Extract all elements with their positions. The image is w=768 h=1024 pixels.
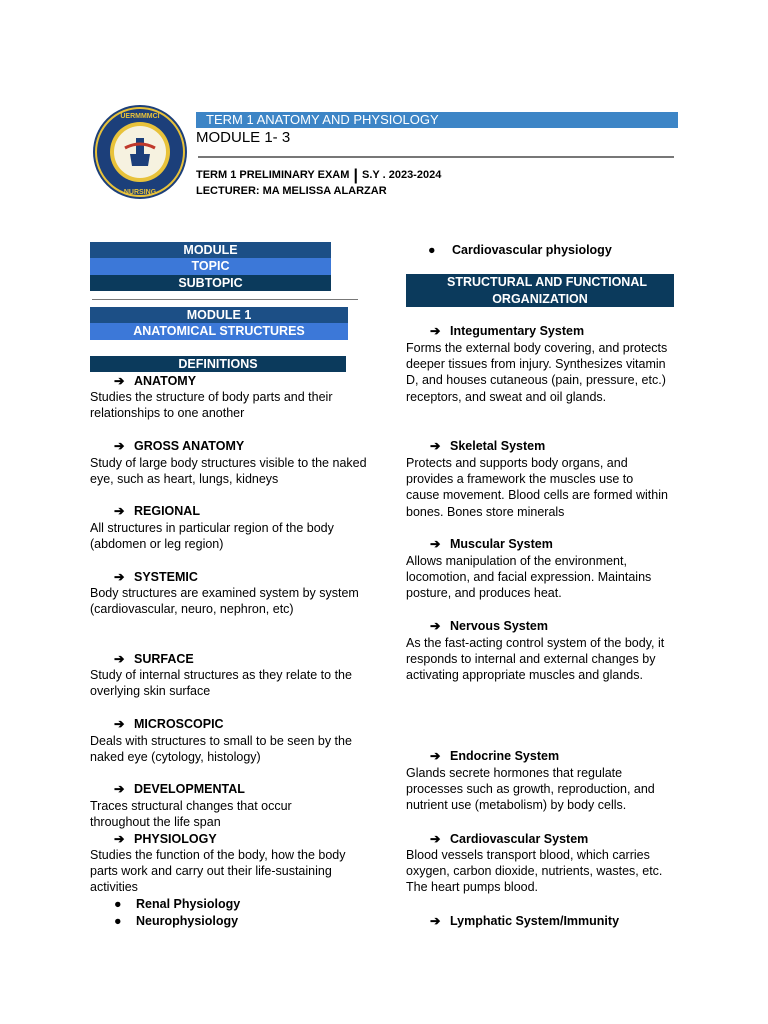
term-anatomy — [114, 373, 196, 389]
section-title-line1: STRUCTURAL AND FUNCTIONAL — [447, 275, 647, 289]
system-label: Integumentary System — [450, 324, 585, 338]
term-microscopic — [114, 716, 224, 732]
arrow-icon: ➔ — [114, 717, 125, 731]
bullet-icon: ● — [114, 914, 122, 928]
lecturer: LECTURER: MA MELISSA ALARZAR — [196, 185, 387, 197]
system-label: Muscular System — [450, 537, 553, 551]
system-muscular — [430, 536, 553, 552]
arrow-icon: ➔ — [430, 749, 441, 763]
system-label: Cardiovascular System — [450, 832, 589, 846]
legend-topic: TOPIC — [90, 258, 331, 275]
system-cardiovascular — [430, 831, 588, 847]
exam-line — [196, 168, 441, 183]
term-label: SYSTEMIC — [134, 570, 198, 584]
term-label: GROSS ANATOMY — [134, 439, 245, 453]
desc-gross-anatomy: Study of large body structures visible to the naked eye, such as heart, lungs, kidneys — [90, 456, 367, 487]
term-gross-anatomy — [114, 438, 244, 454]
header-divider — [198, 156, 674, 158]
arrow-icon: ➔ — [430, 439, 441, 453]
system-lymphatic — [430, 913, 619, 929]
desc-nervous: As the fast-acting control system of the body, it responds to internal and external changes by activating appropriate muscles and glands. — [406, 636, 665, 683]
term-label: PHYSIOLOGY — [134, 832, 217, 846]
term-developmental — [114, 781, 245, 797]
desc-physiology: Studies the function of the body, how the body parts work and carry out their life-sustaining activities — [90, 848, 346, 895]
course-title-bar: TERM 1 ANATOMY AND PHYSIOLOGY — [196, 112, 678, 128]
desc-surface: Study of internal structures as they relate to the overlying skin surface — [90, 668, 352, 699]
term-surface — [114, 651, 194, 667]
section-title-line2: ORGANIZATION — [492, 291, 588, 306]
legend-divider — [92, 299, 358, 300]
arrow-icon: ➔ — [114, 652, 125, 666]
svg-text:UERMMMCI: UERMMMCI — [120, 113, 160, 120]
school-year: S.Y . 2023-2024 — [362, 169, 442, 181]
module-topic: ANATOMICAL STRUCTURES — [90, 323, 348, 340]
bullet-renal — [90, 896, 240, 912]
term-regional — [114, 503, 200, 519]
arrow-icon: ➔ — [114, 504, 125, 518]
bullet-icon: ● — [114, 897, 122, 911]
college-seal-logo — [92, 104, 188, 200]
arrow-icon: ➔ — [114, 439, 125, 453]
term-label: DEVELOPMENTAL — [134, 782, 245, 796]
definitions-header: DEFINITIONS — [90, 356, 346, 372]
bullet-cardiovascular — [406, 242, 612, 258]
legend-subtopic: SUBTOPIC — [90, 275, 331, 291]
legend-module: MODULE — [90, 242, 331, 258]
arrow-icon: ➔ — [114, 782, 125, 796]
term-label: MICROSCOPIC — [134, 717, 224, 731]
arrow-icon: ➔ — [114, 570, 125, 584]
arrow-icon: ➔ — [114, 832, 125, 846]
desc-integumentary: Forms the external body covering, and protects deeper tissues from injury. Synthesizes vitamin D, and houses cutaneous (pain, pressure, etc.) receptors, and sweat and oil glands. — [406, 341, 668, 404]
arrow-icon: ➔ — [430, 537, 441, 551]
term-systemic — [114, 569, 198, 585]
term-label: SURFACE — [134, 652, 194, 666]
system-endocrine — [430, 748, 559, 764]
bullet-label: Renal Physiology — [136, 897, 241, 911]
section-header — [406, 274, 674, 307]
desc-endocrine: Glands secrete hormones that regulate processes such as growth, reproduction, and nutrient use (metabolism) by body cells. — [406, 766, 655, 813]
term-label: ANATOMY — [134, 374, 197, 388]
arrow-icon: ➔ — [430, 619, 441, 633]
desc-anatomy: Studies the structure of body parts and their relationships to one another — [90, 390, 333, 421]
arrow-icon: ➔ — [114, 374, 125, 388]
system-label: Lymphatic System/Immunity — [450, 914, 620, 928]
system-label: Endocrine System — [450, 749, 560, 763]
arrow-icon: ➔ — [430, 324, 441, 338]
exam-name: TERM 1 PRELIMINARY EXAM — [196, 169, 350, 181]
module-title: MODULE 1 — [90, 307, 348, 323]
desc-skeletal: Protects and supports body organs, and provides a framework the muscles use to cause movement. Blood cells are formed within bones. Bones store minerals — [406, 456, 668, 519]
arrow-icon: ➔ — [430, 832, 441, 846]
term-physiology — [114, 831, 217, 847]
system-integumentary — [430, 323, 584, 339]
desc-developmental: Traces structural changes that occur throughout the life span — [90, 799, 292, 830]
module-range: MODULE 1- 3 — [196, 129, 291, 146]
system-label: Skeletal System — [450, 439, 546, 453]
desc-muscular: Allows manipulation of the environment, locomotion, and facial expression. Maintains posture, and produces heat. — [406, 554, 652, 601]
bullet-label: Cardiovascular physiology — [452, 243, 612, 257]
arrow-icon: ➔ — [430, 914, 441, 928]
system-skeletal — [430, 438, 545, 454]
term-label: REGIONAL — [134, 504, 200, 518]
bullet-icon: ● — [428, 243, 436, 257]
desc-cardiovascular: Blood vessels transport blood, which carries oxygen, carbon dioxide, nutrients, wastes, etc. The heart pumps blood. — [406, 848, 663, 895]
desc-regional: All structures in particular region of the body (abdomen or leg region) — [90, 521, 334, 552]
system-label: Nervous System — [450, 619, 548, 633]
svg-text:NURSING: NURSING — [123, 189, 157, 196]
bullet-neuro — [90, 913, 238, 929]
pipe-separator: | — [353, 167, 358, 184]
desc-systemic: Body structures are examined system by system (cardiovascular, neuro, nephron, etc) — [90, 586, 359, 617]
desc-microscopic: Deals with structures to small to be seen by the naked eye (cytology, histology) — [90, 734, 352, 765]
bullet-label: Neurophysiology — [136, 914, 239, 928]
system-nervous — [430, 618, 548, 634]
